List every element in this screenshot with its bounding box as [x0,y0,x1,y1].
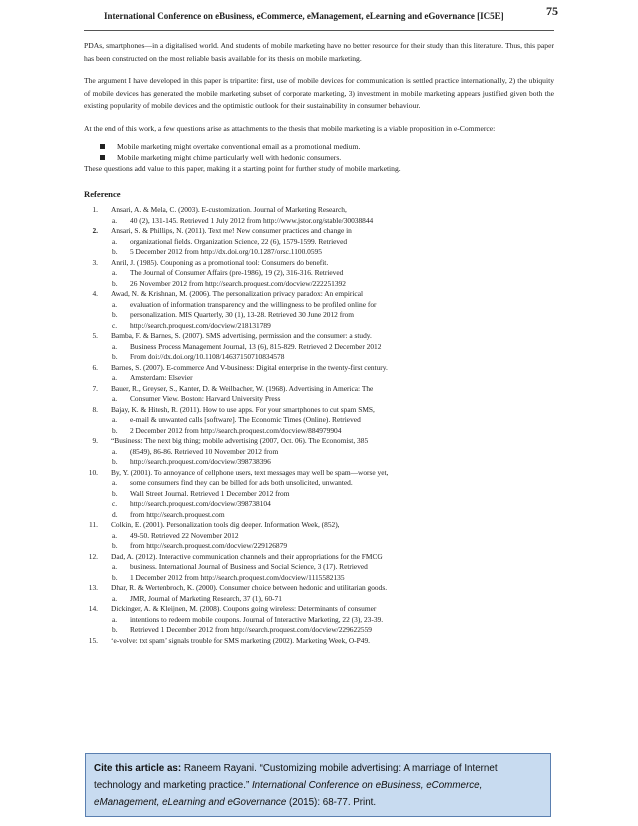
reference-line [84,636,554,647]
subline-letter: a. [112,446,118,456]
list-item [84,152,554,163]
subline-letter: b. [112,457,118,466]
reference-line [84,205,554,216]
reference-text: Awad, N. & Krishnan, M. (2006). The personalization privacy paradox: An empirical [111,289,364,298]
reference-item [84,583,554,604]
reference-subline [84,373,554,384]
reference-subline [84,625,554,636]
reference-text: Colkin, E. (2001). Personalization tools dig deeper. Information Week, (852), [111,520,340,529]
reference-item [84,520,554,552]
reference-number: 3. [92,257,98,267]
reference-item [84,436,554,468]
reference-item [84,289,554,331]
reference-subline [84,415,554,426]
list-item [84,141,554,152]
reference-subline [84,562,554,573]
reference-line [84,331,554,342]
reference-text: By, Y. (2001). To annoyance of cellphone users, text messages may well be spam—worse yet, [111,467,389,477]
subline-text: http://search.proquest.com/docview/398738104 [130,499,271,508]
reference-subline [84,268,554,279]
reference-item [84,552,554,584]
citation-author: Raneem Rayani. [183,763,257,774]
reference-line [84,520,554,531]
reference-line [84,436,554,447]
reference-subline [84,237,554,248]
reference-subline [84,499,554,510]
citation-details: (2015): 68-77. Print. [289,797,377,808]
subline-letter: a. [112,530,118,540]
subline-text: Wall Street Journal. Retrieved 1 December 2012 from [130,488,290,498]
reference-line [84,468,554,479]
reference-line [84,604,554,615]
subline-letter: b. [112,488,118,498]
reference-line [84,226,554,237]
reference-subline [84,342,554,353]
subline-letter: a. [112,415,118,424]
reference-number: 11. [89,520,98,529]
reference-number: 2. [92,226,98,235]
subline-letter: b. [112,425,118,435]
reference-text: Barnes, S. (2007). E-commerce And V-business: Digital enterprise in the twenty-first century. [111,362,388,372]
paragraph: At the end of this work, a few questions arise as attachments to the thesis that mobile marketing is a viable proposition in e-Commerce: [84,123,496,133]
citation-box [85,753,551,817]
reference-number: 15. [88,635,98,645]
reference-line [84,289,554,300]
citation-venue: International Conference on eBusiness, eCommerce, eManagement, eLearning and eGovernance [94,780,483,808]
reference-subline [84,510,554,521]
body-text [84,40,554,646]
reference-text: Dad, A. (2012). Interactive communication channels and their appropriations for the FMCG [111,551,383,561]
subline-letter: b. [112,278,118,288]
subline-letter: c. [112,499,118,508]
square-bullet-icon [100,155,105,160]
subline-text: business. International Journal of Business and Social Science, 3 (17). Retrieved [130,562,368,571]
subline-letter: a. [112,299,118,309]
running-header [84,6,554,31]
reference-line [84,258,554,269]
reference-text: “Business: The next big thing; mobile advertising (2007, Oct. 06). The Economist, 385 [111,436,369,445]
subline-letter: a. [112,215,118,225]
citation-label: Cite this article as: [94,763,182,774]
subline-letter: a. [112,593,118,603]
reference-number: 14. [88,604,98,613]
reference-item [84,604,554,636]
reference-subline [84,300,554,311]
paragraph: The argument I have developed in this paper is tripartite: first, use of mobile devices for communication is settled practice internationally, 2) the ubiquity of mobile devices has generated the mobile marketing subset of corporate marketing, 3) investment in mobile marketing appears justified given both the existing popularity of mobile devices and the optimistic outlook for their sustainability in consumer behaviour. [84,76,554,110]
reference-subline [84,216,554,227]
reference-number: 6. [92,362,98,372]
reference-item [84,405,554,437]
reference-subline [84,352,554,363]
reference-text: Dickinger, A. & Kleijnen, M. (2008). Coupons going wireless: Determinants of consumer [111,604,377,613]
subline-letter: b. [112,352,118,361]
subline-text: The Journal of Consumer Affairs (pre-1986), 19 (2), 316-316. Retrieved [130,268,344,277]
page-number: 75 [546,4,558,18]
subline-text: 2 December 2012 from http://search.proquest.com/docview/884979904 [130,425,342,435]
reference-line [84,583,554,594]
reference-item [84,384,554,405]
reference-number: 12. [88,551,98,561]
citation-title: “Customizing mobile advertising: A marriage of Internet technology and marketing practice.” [94,763,498,791]
reference-text: ‘e-volve: txt spam’ signals trouble for SMS marketing (2002). Marketing Week, O-P49. [111,635,370,645]
subline-text: 49-50. Retrieved 22 November 2012 [130,530,239,540]
reference-line [84,405,554,416]
subline-text: http://search.proquest.com/docview/218131789 [130,320,271,330]
subline-text: Business Process Management Journal, 13 (6), 815-829. Retrieved 2 December 2012 [130,341,382,351]
subline-letter: b. [112,310,118,319]
subline-letter: b. [112,572,118,582]
subline-text: http://search.proquest.com/docview/398738396 [130,457,271,466]
reference-subline [84,447,554,458]
subline-text: Amsterdam: Elsevier [130,373,193,382]
reference-item [84,363,554,384]
reference-subline [84,247,554,258]
subline-letter: d. [112,509,118,519]
subline-text: 5 December 2012 from http://dx.doi.org/10.1287/orsc.1100.0595 [130,247,322,256]
subline-text: some consumers find they can be billed for ads both unsolicited, unwanted. [130,478,353,487]
subline-letter: b. [112,247,118,256]
reference-number: 5. [92,331,98,340]
reference-subline [84,594,554,605]
reference-subline [84,541,554,552]
subline-letter: a. [112,478,118,487]
paragraph: PDAs, smartphones—in a digitalised world. And students of mobile marketing have no better resource for their study than this literature. Thus, this paper has been constructed on the most reliable basis available for its thesis on mobile marketing. [84,41,554,63]
subline-letter: b. [112,541,118,550]
list-item-text: Mobile marketing might chime particularly well with hedonic consumers. [117,153,342,162]
subline-text: organizational fields. Organization Science, 22 (6), 1579-1599. Retrieved [130,236,348,246]
reference-line [84,363,554,374]
subline-letter: a. [112,373,118,382]
subline-letter: b. [112,625,118,634]
reference-number: 9. [92,436,98,445]
subline-text: e-mail & unwanted calls [software]. The Economic Times (Online). Retrieved [130,415,361,424]
subline-letter: a. [112,341,118,351]
reference-number: 4. [92,289,98,298]
subline-letter: c. [112,320,118,330]
list-item-text: Mobile marketing might overtake conventional email as a promotional medium. [117,142,361,151]
reference-item [84,331,554,363]
subline-text: From doi://dx.doi.org/10.1108/14637150710834578 [130,352,285,361]
reference-number: 7. [92,383,98,393]
reference-text: Bauer, R., Greyser, S., Kanter, D. & Weilbacher, W. (1968). Advertising in America: The [111,383,374,393]
reference-number: 8. [92,404,98,414]
conference-title: International Conference on eBusiness, eCommerce, eManagement, eLearning and eGovernance [IC5E] [104,11,504,21]
subline-text: Consumer View. Boston: Harvard University Press [130,394,281,403]
subline-text: personalization. MIS Quarterly, 30 (1), 13-28. Retrieved 30 June 2012 from [130,310,355,319]
subline-text: 40 (2), 131-145. Retrieved 1 July 2012 from http://www.jstor.org/stable/30038844 [130,215,374,225]
reference-subline [84,426,554,437]
paragraph: These questions add value to this paper, making it a starting point for further study of mobile marketing. [84,164,401,173]
reference-text: Bajay, K. & Hitesh, R. (2011). How to use apps. For your smartphones to cut spam SMS, [111,404,375,414]
subline-text: intentions to redeem mobile coupons. Journal of Interactive Marketing, 22 (3), 23-39. [130,614,384,624]
reference-line [84,384,554,395]
subline-letter: a. [112,562,118,571]
reference-subline [84,321,554,332]
reference-text: Ansari, A. & Mela, C. (2003). E-customization. Journal of Marketing Research, [111,205,347,214]
subline-text: (8549), 86-86. Retrieved 10 November 2012 from [130,446,279,456]
reference-text: Anril, J. (1985). Couponing as a promotional tool: Consumers do benefit. [111,257,329,267]
reference-subline [84,394,554,405]
reference-subline [84,478,554,489]
reference-subline [84,310,554,321]
subline-letter: a. [112,614,118,624]
reference-item [84,226,554,258]
reference-line [84,552,554,563]
reference-subline [84,457,554,468]
subline-text: evaluation of information transparency and the willingness to be profiled online for [130,299,377,309]
square-bullet-icon [100,144,105,149]
subline-text: JMR, Journal of Marketing Research, 37 (1), 60-71 [130,593,282,603]
reference-text: Bamba, F. & Barnes, S. (2007). SMS advertising, permission and the consumer: a study. [111,331,372,340]
reference-number: 13. [88,583,98,592]
subline-letter: a. [112,268,118,277]
subline-letter: a. [112,394,118,403]
reference-subline [84,489,554,500]
reference-text: Dhar, R. & Wertenbroch, K. (2000). Consumer choice between hedonic and utilitarian goods. [111,583,388,592]
reference-subline [84,531,554,542]
subline-text: 26 November 2012 from http://search.proquest.com/docview/222251392 [130,278,346,288]
reference-item [84,205,554,226]
reference-subline [84,279,554,290]
subline-text: from http://search.proquest.com [130,509,225,519]
reference-subline [84,573,554,584]
subline-text: Retrieved 1 December 2012 from http://search.proquest.com/docview/229622559 [130,625,372,634]
subline-letter: a. [112,236,118,246]
reference-heading: Reference [84,188,121,199]
reference-subline [84,615,554,626]
subline-text: 1 December 2012 from http://search.proquest.com/docview/1115582135 [130,572,345,582]
reference-item [84,258,554,290]
reference-item [84,636,554,647]
reference-number: 10. [88,467,98,477]
reference-number: 1. [92,205,98,214]
reference-item [84,468,554,521]
subline-text: from http://search.proquest.com/docview/229126879 [130,541,288,550]
reference-text: Ansari, S. & Phillips, N. (2011). Text me! New consumer practices and change in [111,226,352,235]
question-list [84,141,554,163]
reference-list [84,205,554,646]
